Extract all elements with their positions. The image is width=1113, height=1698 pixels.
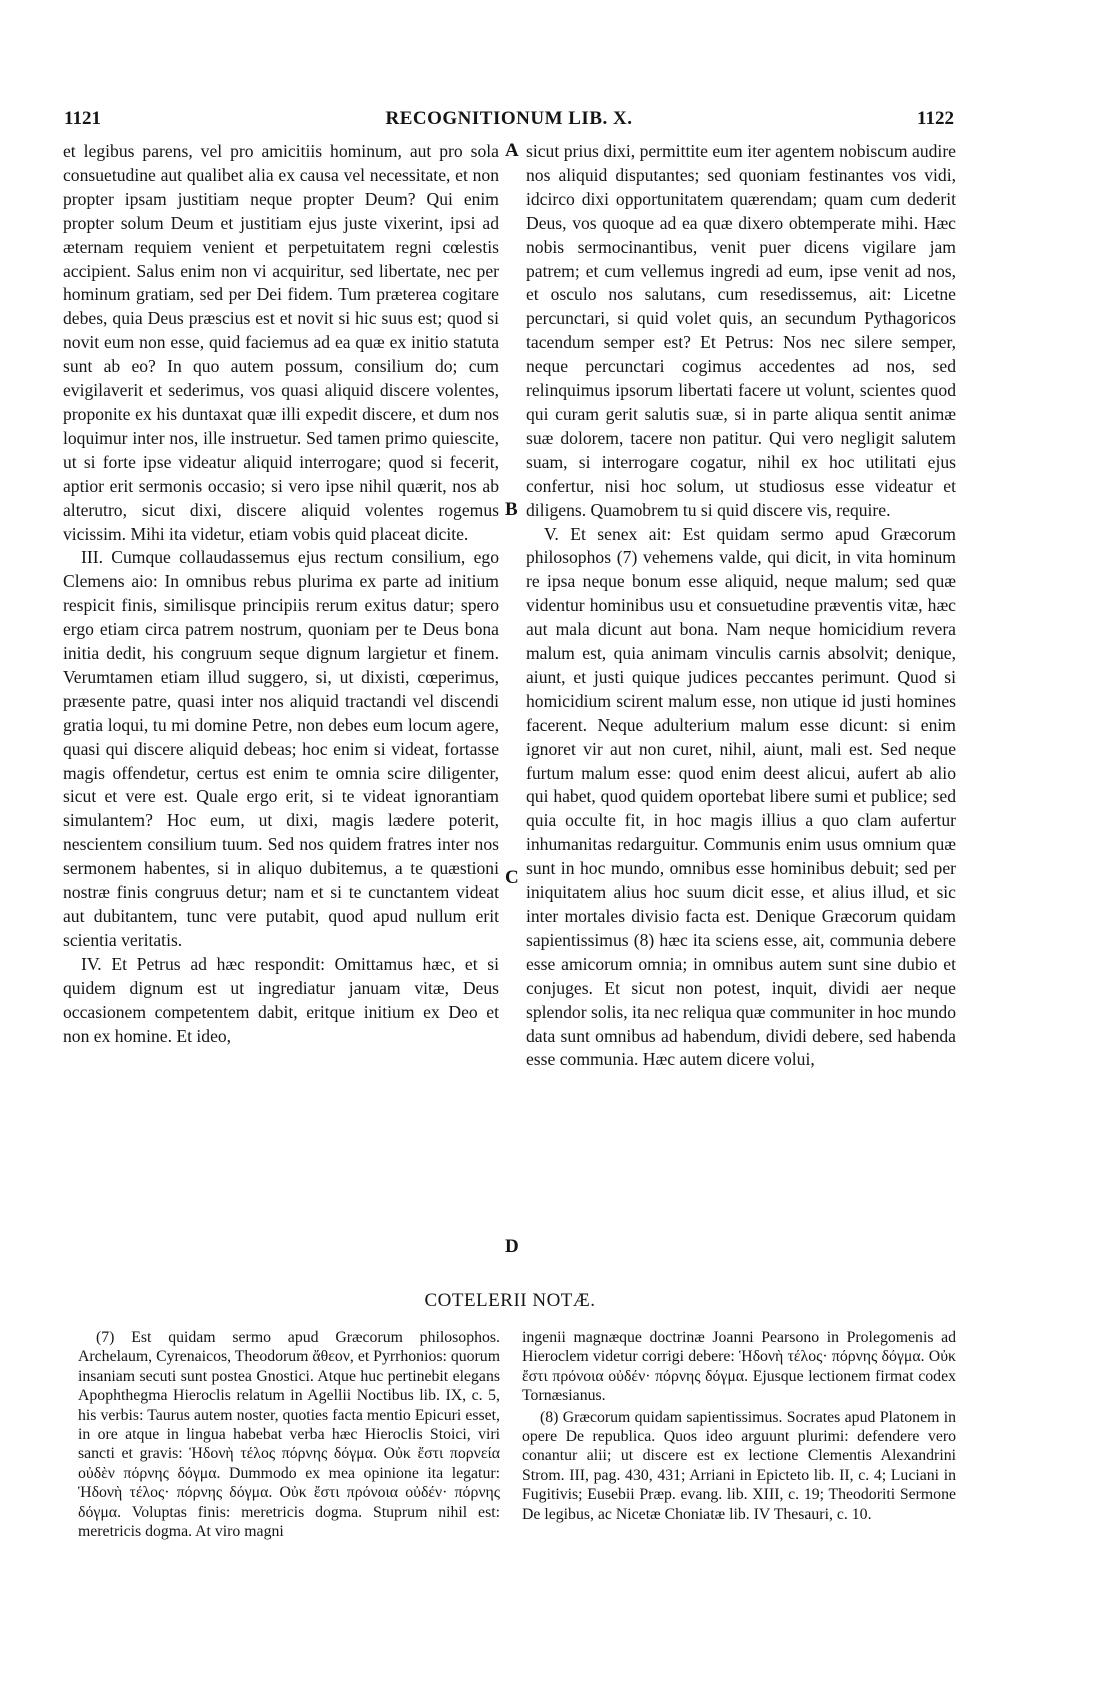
notes-right-column: [522, 1328, 956, 1526]
margin-letter-d: D: [505, 1236, 519, 1257]
paragraph: sicut prius dixi, permittite eum iter agentem nobiscum audire nos aliquid disputantes; sed quoniam festinantes vos vidi, idcirco dixi opportunitatem quærendam; quam cum dederit Deus, vos quoque ad ea quæ dixero obtemperate mihi. Hæc nobis sermocinantibus, venit puer dicens vigilare jam patrem; et cum vellemus ingredi ad eum, ipse venit ad nos, et osculo nos salutans, cum resedissemus, ait: Licetne percunctari, si quid volet quis, an secundum Pythagoricos tacendum semper est? Et Petrus: Nos nec silere semper, neque percunctari cogimus accedentes ad nos, sed relinquimus ipsorum libertati facere ut volunt, scientes quod qui curam gerit salutis suæ, si in parte aliqua sentit animæ suæ dolorem, tacere non patitur. Qui vero negligit salutem suam, si interrogare cogatur, nihil ex hoc utilitati ejus confertur, nisi hoc solum, ut studiosus esse videatur et diligens. Quamobrem tu si quid discere vis, require.: [526, 141, 956, 520]
footnote: (8) Græcorum quidam sapientissimus. Socrates apud Platonem in opere De republica. Quos ideo arguunt plurimi: defendere vero conantur alii; ut discere est ex lectione Clementis Alexandrini Strom. III, pag. 430, 431; Arriani in Epicteto lib. II, c. 4; Luciani in Fugitivis; Eusebii Præp. evang. lib. XIII, c. 19; Theodoriti Sermone De legibus, ac Nicetæ Choniatæ lib. IV Thesauri, c. 10.: [522, 1408, 956, 1523]
page-number-left: 1121: [64, 108, 101, 129]
left-text-column: [63, 140, 499, 1048]
margin-letter-a: A: [505, 140, 519, 161]
paragraph: et legibus parens, vel pro amicitiis hominum, aut pro sola consuetudine aut qualibet alia ex causa vel necessitate, et non propter ipsam justitiam neque propter Deum? Qui enim propter solum Deum et justitiam ejus juste vixerint, ipsi ad æternam requiem venient et perpetuitatem regni cœlestis accipient. Salus enim non vi acquiritur, sed libertate, nec per hominum gratiam, sed per Dei fidem. Tum præterea cogitare debes, quia Deus præscius est et novit si hic suus est; quod si novit eum non esse, quid faciemus ad ea quæ ex initio statuta sunt ab eo? In quo autem possum, consilium do; cum evigilaverit et sederimus, vos quasi aliquid discere volentes, proponite ex his duntaxat quæ illi expedit discere, et dum nos loquimur inter nos, ille instruetur. Sed tamen primo quiescite, ut si forte ipse videatur aliquid interrogare; quod si fecerit, aptior erit sermonis occasio; si vero ipse nihil quærit, nos ab alterutro, sicut dixi, discere aliquid volentes rogemus vicissim. Mihi ita videtur, etiam vobis quid placeat dicite.: [63, 141, 499, 544]
paragraph: V. Et senex ait: Est quidam sermo apud Græcorum philosophos (7) vehemens valde, qui dicit, in vita hominum re ipsa neque bonum esse aliquid, neque malum; sed quæ videntur hominibus usu et consuetudine præventis vitæ, hæc aut mala dicunt aut bona. Nam neque homicidium revera malum est, quia animam vinculis carnis absolvit; denique, aiunt, et justi quique judices peccantes perimunt. Quod si homicidium scirent malum esse, non utique id justi homines facerent. Neque adulterium malum esse dicunt: si enim ignoret vir aut non curet, nihil, aiunt, mali est. Sed neque furtum malum esse: quod enim deest alicui, aufert ab alio qui habet, quod quidem oportebat libere sumi et publice; sed quia occulte fit, in hoc magis illius a quo clam aufertur inhumanitas redarguitur. Communis enim usus omnium quæ sunt in hoc mundo, omnibus esse hominibus debuit; sed per iniquitatem alius hoc suum dicit esse, et alius illud, et sic inter mortales divisio facta est. Denique Græcorum quidam sapientissimus (8) hæc ita sciens esse, ait, communia debere esse amicorum omnia; in omnibus autem sunt sine dubio et conjuges. Et sicut non potest, inquit, dividi aer neque splendor solis, ita nec reliqua quæ communiter in hoc mundo data sunt omnibus ad habendum, dividi debere, sed habenda esse communia. Hæc autem dicere volui,: [526, 523, 956, 1070]
margin-letter-b: B: [505, 499, 518, 520]
running-title: RECOGNITIONUM LIB. X.: [385, 108, 633, 129]
right-text-column: [526, 140, 956, 1072]
margin-letter-c: C: [505, 867, 519, 888]
notes-heading: COTELERII NOTÆ.: [424, 1290, 596, 1311]
paragraph: IV. Et Petrus ad hæc respondit: Omittamus hæc, et si quidem dignum est ut ingrediatur januam vitæ, Deus occasionem competentem dabit, eritque initium ex Deo et non ex homine. Et ideo,: [63, 953, 499, 1046]
footnote: (7) Est quidam sermo apud Græcorum philosophos. Archelaum, Cyrenaicos, Theodorum ἄθεον, et Pyrrhonios: quorum insaniam secuti sunt postea Gnostici. Atque huc pertinebit elegans Apophthegma Hieroclis relatum in Agellii Noctibus lib. IX, c. 5, his verbis: Taurus autem noster, quoties facta mentio Epicuri esset, in ore atque in lingua habebat verba hæc Hieroclis Stoici, viri sancti et gravis: Ἡδονὴ τέλος πόρνης δόγμα. Οὐκ ἔστι πορνεία οὐδὲν πόρνης δόγμα. Dummodo ex mea opinione ita legatur: Ἡδονὴ τέλος· πόρνης δόγμα. Οὐκ ἔστι πρόνοια οὐδέν· πόρνης δόγμα. Voluptas finis: meretricis dogma. Stuprum nihil est: meretricis dogma. At viro magni: [78, 1329, 500, 1541]
notes-left-column: [78, 1328, 500, 1543]
paragraph: III. Cumque collaudassemus ejus rectum consilium, ego Clemens aio: In omnibus rebus plurima ex parte ad initium respicit finis, similisque principiis rerum exitus datur; spero ergo etiam circa patrem nostrum, quoniam per te Deus bona initia dedit, his congruum seque dignum largietur et finem. Verumtamen etiam illud suggero, si, ut dixisti, cœperimus, præsente patre, quasi inter nos aliquid tractandi vel discendi gratia loqui, tu mi domine Petre, non debes eum locum agere, quasi qui discere aliquid debeas; hoc enim si videat, fortasse magis offendetur, certus est enim te omnia scire diligenter, sicut et vere est. Quale ergo erit, si te videat ignorantiam simulantem? Hoc eum, ut dixi, magis lædere poterit, nescientem consilium tuum. Sed nos quidem fratres inter nos sermonem habentes, si in aliquo dubitemus, a te quæstioni nostræ finis congruus detur; nam et si te cunctantem videat aut dubitantem, tunc vere putabit, quod apud nullum erit scientia veritatis.: [63, 547, 499, 950]
page-number-right: 1122: [917, 108, 954, 129]
running-header: [64, 108, 954, 134]
footnote: ingenii magnæque doctrinæ Joanni Pearsono in Prolegomenis ad Hieroclem videtur corrigi debere: Ἡδονὴ τέλος· πόρνης δόγμα. Οὐκ ἔστι πρόνοια οὐδέν· πόρνης δόγμα. Ejusque lectionem firmat codex Tornæsianus.: [522, 1329, 956, 1405]
